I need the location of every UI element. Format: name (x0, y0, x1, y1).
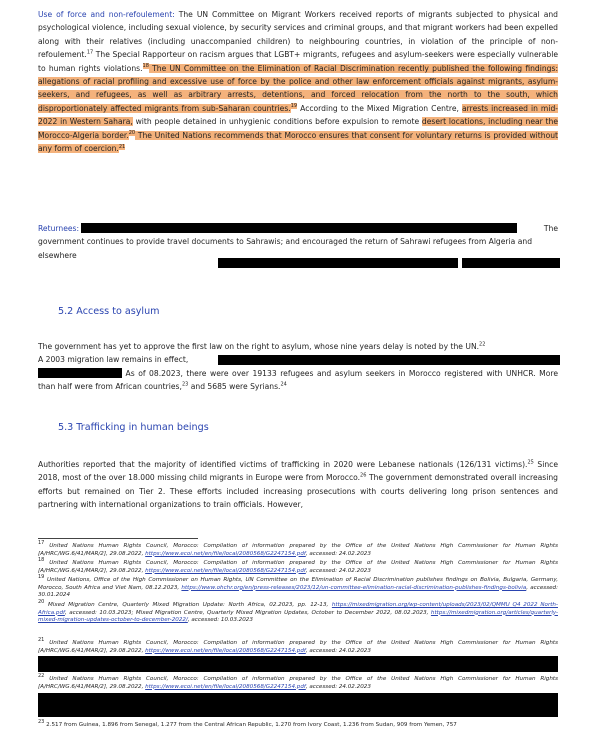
section-heading-asylum: 5.2 Access to asylum (58, 306, 160, 317)
footnote-text: , accessed: 10.03.2023 (187, 617, 253, 624)
footnote-ref[interactable]: 20 (128, 130, 136, 137)
paragraph-returnees (38, 222, 558, 262)
text: The government has yet to approve the first law on the right to asylum, whose nine years delay is noted by the UN. (38, 342, 480, 351)
footnote-text: United Nations Human Rights Council, Morocco: Compilation of information prepared by the Office of the United Nations High Commissioner for Human Rights [A/HRC/WG.6/41/MAR/2], 29.08.2022, (38, 676, 558, 690)
footnote-22 (38, 673, 558, 691)
section-heading-trafficking: 5.3 Trafficking in human beings (58, 422, 209, 433)
footnote-number: 21 (38, 637, 45, 644)
footnote-text: , accessed: 24.02.2023 (305, 567, 371, 574)
footnote-17 (38, 540, 558, 558)
footnote-ref[interactable]: 26 (360, 472, 367, 479)
highlighted-text: The United Nations recommends that Morocco ensures that consent for voluntary returns is provided without any form of coercion. (38, 130, 559, 154)
footnote-ref[interactable]: 22 (479, 341, 486, 348)
footnote-ref[interactable]: 24 (280, 381, 287, 388)
footnote-number: 18 (38, 557, 45, 564)
paragraph-lead: Use of force and non-refoulement: (38, 10, 175, 19)
paragraph-asylum (38, 340, 558, 394)
text: The government demonstrated overall increasing efforts but remained on Tier 2. These efforts included increasing prosecutions with courts delivering long prison sentences and partnering with international organizations to train officials. However, (38, 473, 558, 510)
redaction-bar (38, 656, 558, 672)
footnote-number: 19 (38, 574, 45, 581)
footnote-ref[interactable]: 18 (142, 63, 149, 70)
redaction-bar (218, 258, 458, 268)
text: The UN Committee on Migrant Workers received reports of migrants subjected to physical and psychological violence, including sexual violence, by security services and criminal groups, and that migrant workers had been expelled along with their relatives (including unaccompanied children) to neighbouring countries, in violation of the principle of non-refoulement. (38, 10, 558, 60)
redaction-bar (462, 258, 560, 268)
footnote-text: United Nations, Office of the High Commissioner on Human Rights, UN Committee on the Elimination of Racial Discrimination publishes findings on Bolivia, Bulgaria, Germany, Morocco, South Africa and Viet Nam, 08.12.2023, (38, 577, 558, 591)
paragraph-trafficking (38, 458, 558, 512)
footnote-number: 23 (38, 719, 45, 726)
footnote-number: 22 (38, 673, 45, 680)
text: Authorities reported that the majority of identified victims of trafficking in 2020 were Lebanese nationals (126/131 victims). (38, 460, 528, 469)
footnote-text: , accessed: 10.03.2023; Mixed Migration Centre, Quarterly Mixed Migration Updates, October to December 2022, 08.02.2023, (64, 609, 431, 616)
footnote-ref[interactable]: 23 (181, 381, 189, 388)
footnote-text: United Nations Human Rights Council, Morocco: Compilation of information prepared by the Office of the United Nations High Commissioner for Human Rights [A/HRC/WG.6/41/MAR/2], 29.08.2022, (38, 543, 558, 557)
footnote-18 (38, 557, 558, 575)
footnote-text: Mixed Migration Centre, Quarterly Mixed Migration Update: North Africa, 02.2023, pp. 12-13, (44, 602, 332, 608)
footnote-ref[interactable]: 21 (118, 143, 126, 150)
highlighted-text: desert locations, including near the Morocco-Algeria border. (38, 117, 558, 140)
footnote-link[interactable]: https://mixedmigration.org/articles/quarterly-mixed-migration-updates-october-to-december-2022/ (38, 609, 558, 624)
paragraph-lead: Returnees: (38, 224, 80, 233)
text: Since 2018, most of the over 18.000 missing child migrants in Europe were from Morocco. (38, 460, 558, 483)
text: The (543, 224, 558, 233)
footnote-number: 20 (38, 599, 45, 606)
footnote-link[interactable]: https://www.ecoi.net/en/file/local/2080568/G2247154.pdf (145, 567, 306, 574)
footnote-link[interactable]: https://www.ecoi.net/en/file/local/2080568/G2247154.pdf (145, 683, 306, 690)
footnote-text: United Nations Human Rights Council, Morocco: Compilation of information prepared by the Office of the United Nations High Commissioner for Human Rights [A/HRC/WG.6/41/MAR/2], 29.08.2022, (38, 560, 558, 574)
footnote-ref[interactable]: 17 (86, 49, 94, 56)
text: According to the Mixed Migration Centre, (297, 103, 462, 113)
footnote-link[interactable]: https://www.ecoi.net/en/file/local/2080568/G2247154.pdf (145, 647, 306, 654)
redaction-bar (81, 223, 517, 233)
text: As of 08.2023, there were over 19133 refugees and asylum seekers in Morocco registered with UNHCR. More than half were from African countries, (38, 368, 558, 392)
footnote-link[interactable]: https://www.ohchr.org/en/press-releases/2023/12/un-committee-elimination-racial-discrimination-publishes-findings-bolivia (181, 584, 527, 591)
footnote-separator (38, 538, 198, 539)
text: government continues to provide travel documents to Sahrawis; and encouraged the return of Sahrawi refugees from Algeria and elsewhere (38, 237, 533, 260)
redaction-bar (218, 355, 560, 365)
redaction-bar (38, 368, 122, 378)
redaction-bar (38, 693, 558, 717)
footnote-23 (38, 719, 558, 730)
footnote-text: , accessed: 30.01.2024 (38, 584, 558, 599)
footnote-text: , accessed: 24.02.2023 (305, 550, 371, 557)
footnote-link[interactable]: https://mixedmigration.org/wp-content/uploads/2023/02/QMMU_Q4_2022_North-Africa.pdf (38, 602, 558, 616)
footnote-text: , accessed: 24.02.2023 (305, 647, 371, 654)
footnote-20 (38, 599, 558, 625)
footnote-ref[interactable]: 19 (290, 103, 298, 110)
footnote-text: United Nations Human Rights Council, Morocco: Compilation of information prepared by the Office of the United Nations High Commissioner for Human Rights [A/HRC/WG.6/41/MAR/2], 29.08.2022, (38, 640, 558, 654)
footnote-19 (38, 574, 558, 600)
footnote-ref[interactable]: 25 (527, 459, 534, 466)
text: A 2003 migration law remains in effect, (38, 355, 189, 365)
text: The Special Rapporteur on racism argues that LGBT+ migrants, refugees and asylum-seekers were especially vulnerable to human rights violations. (38, 50, 558, 73)
footnote-link[interactable]: https://www.ecoi.net/en/file/local/2080568/G2247154.pdf (145, 550, 306, 557)
footnote-number: 17 (38, 540, 45, 547)
footnote-21 (38, 637, 558, 655)
text: and 5685 were Syrians. (188, 382, 281, 392)
text: with people detained in unhygienic conditions before expulsion to remote (132, 117, 422, 127)
highlighted-text: The UN Committee on the Elimination of Racial Discrimination recently published the following findings: allegations of racial profiling and excessive use of force by the police and other law enforcement officials against migrants, asylum-seekers, and refugees, as well as arbitrary arrests, detentions, and forced relocation from the north to the south, which disproportionately affected migrants from sub-Saharan countries. (38, 63, 558, 113)
footnote-text: , accessed: 24.02.2023 (305, 683, 371, 690)
footnote-text: 2.517 from Guinea, 1.896 from Senegal, 1.277 from the Central African Republic, 1.270 from Ivory Coast, 1.236 from Sudan, 909 from Yemen, 757 (44, 722, 457, 728)
highlighted-text: arrests increased in mid-2022 in Western Sahara, (38, 103, 559, 127)
paragraph-use-of-force (38, 8, 558, 155)
